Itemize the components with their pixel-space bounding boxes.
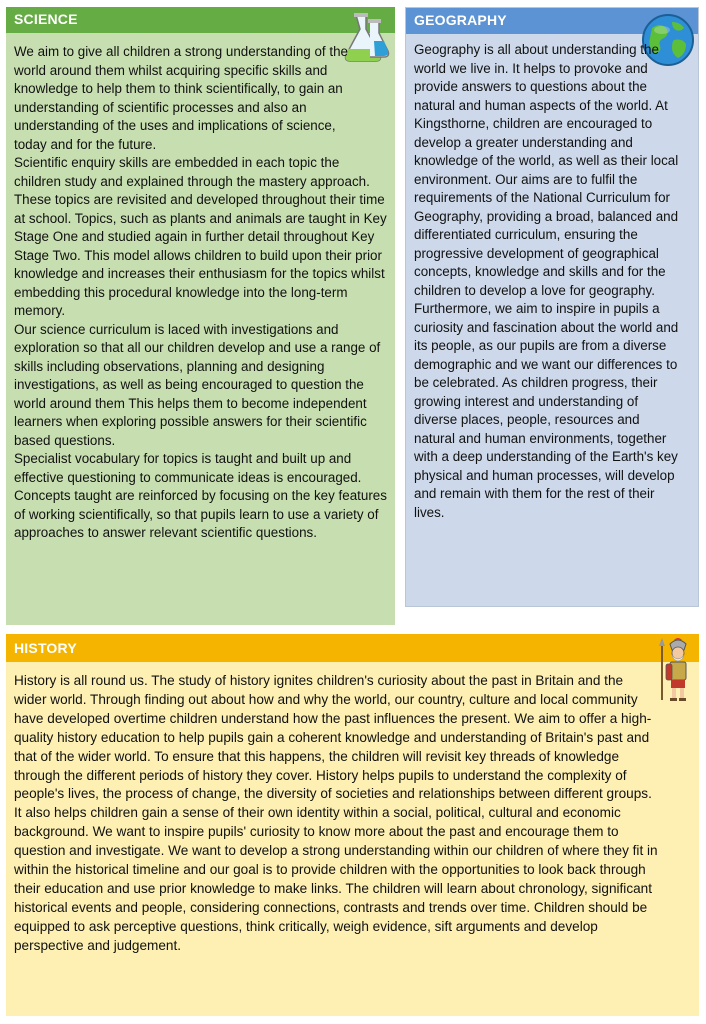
geography-paragraph: Geography is all about understanding the world we live in. It helps to provoke and provide answers to questions about the natural and human aspects of the world. At Kingsthorne, children are encouraged to develop a greater understanding and knowledge of the world, as well as their local environment. Our aims are to fulfil the requirements of the National Curriculum for Geography, providing a broad, balanced and differentiated curriculum, ensuring the progressive development of geographical concepts, knowledge and skills and for the children to develop a love for geography. Furthermore, we aim to inspire in pupils a curiosity and fascination about the world and its people, as our pupils are from a diverse demographic and we want our differences to be celebrated. As children progress, their growing interest and understanding of diverse places, people, resources and natural and human environments, together with a deep understanding of the Earth's key physical and human processes, will develop and remain with them for the rest of their lives. (414, 42, 679, 520)
science-paragraph: Scientific enquiry skills are embedded in each topic the children study and explained through the mastery approach. These topics are revisited and developed throughout their time at school. Topics, such as plants and animals are taught in Key Stage One and studied again in further detail throughout Key Stage Two. This model allows children to build upon their prior knowledge and increases their enthusiasm for the topics whilst embedding this procedural knowledge into the long-term memory. (14, 155, 387, 318)
geography-panel (405, 7, 699, 607)
history-panel (6, 634, 699, 1016)
science-paragraph: Specialist vocabulary for topics is taught and built up and effective questioning to communicate ideas is encouraged. Concepts taught are reinforced by focusing on the key features of working scientifically, so that pupils learn to use a variety of approaches to answer relevant scientific questions. (14, 451, 387, 540)
science-heading: SCIENCE (6, 7, 395, 33)
science-text (6, 43, 395, 543)
science-panel (6, 7, 395, 625)
science-paragraph: We aim to give all children a strong understanding of the world around them whilst acquiring specific skills and knowledge to help them to think scientifically, to gain an understanding of scientific processes and also an understanding of the uses and implications of science, today and for the future. (14, 44, 348, 152)
geography-text (406, 41, 698, 522)
history-text (6, 672, 699, 956)
geography-heading: GEOGRAPHY (406, 8, 698, 34)
science-paragraph: Our science curriculum is laced with investigations and exploration so that all our children develop and use a range of skills including observations, planning and designing investigations, as well as being encouraged to question the world around them This helps them to become independent learners when exploring possible answers for their scientific based questions. (14, 321, 381, 448)
history-paragraph: History is all round us. The study of history ignites children's curiosity about the past in Britain and the wider world. Through finding out about how and why the world, our country, culture and local community have developed overtime children understand how the past influences the present. We aim to offer a high-quality history education to help pupils gain a coherent knowledge and understanding of Britain's past and that of the wider world. To ensure that this happens, the children will revisit key threads of knowledge through the different periods of history they cover. History helps pupils to understand the complexity of people's lives, the process of change, the diversity of societies and relationships between different groups. It also helps children gain a sense of their own identity within a social, political, cultural and economic background. We want to inspire pupils' curiosity to know more about the past and encourage them to question and investigate. We want to develop a strong understanding within our children of where they fit in within the historical timeline and our goal is to provide children with the opportunities to look back through their education and use prior knowledge to make links. The children will learn about chronology, significant historical events and people, considering connections, contrasts and trends over time. Children should be equipped to ask perceptive questions, think critically, weigh evidence, sift arguments and develop perspective and judgement. (14, 673, 658, 953)
history-heading: HISTORY (6, 634, 699, 662)
